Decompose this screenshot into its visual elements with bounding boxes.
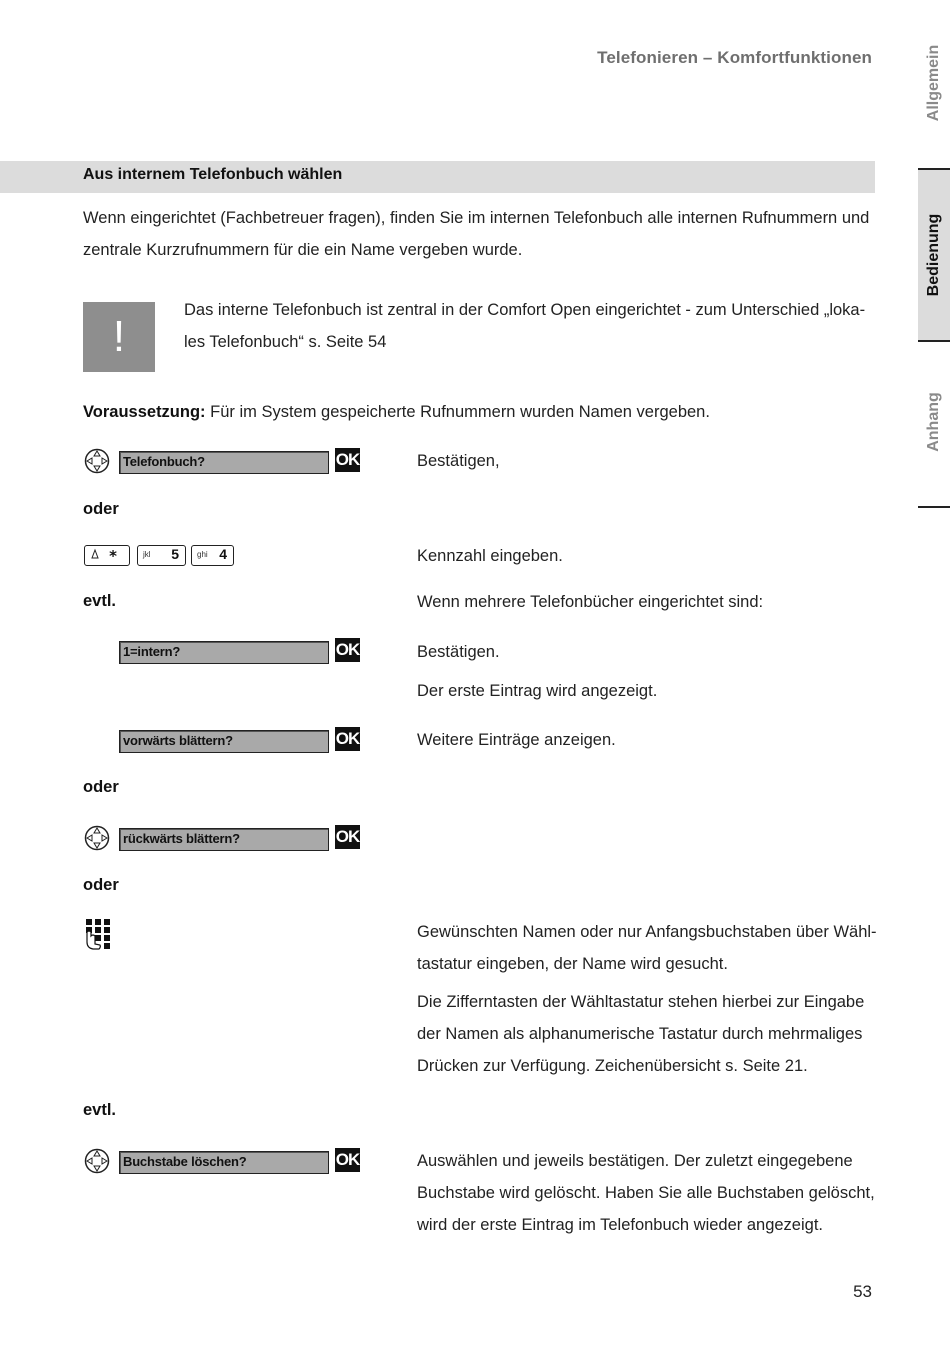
step-description: Kennzahl eingeben. <box>417 547 563 565</box>
step-description: Auswählen und jeweils bestätigen. Der zuletzt eingegebene Buchstabe wird gelöscht. Haben Sie alle Buchstaben gelöscht, wird der erste Eintrag im Telefonbuch wieder angezeigt. <box>417 1152 875 1234</box>
intro-paragraph: Wenn eingerichtet (Fachbetreuer fragen), finden Sie im internen Telefonbuch alle internen Rufnummern und zentrale Kurzrufnummern für die ein Name vergeben wurde. <box>83 209 870 259</box>
section-title: Aus internem Telefonbuch wählen <box>83 166 343 183</box>
display-text: Telefonbuch? <box>123 454 205 469</box>
display-vorwaerts <box>119 730 329 753</box>
key-4[interactable] <box>191 545 234 566</box>
keyword-evtl: evtl. <box>83 592 117 610</box>
keyword-oder: oder <box>83 876 119 894</box>
step-description: Die Zifferntasten der Wähltastatur stehen hierbei zur Eingabe der Namen als alphanumerische Tastatur durch mehrmaliges Drücken zur Verfügung. Zeichenübersicht s. Seite 21. <box>417 993 865 1075</box>
keyword-evtl: evtl. <box>83 1101 117 1119</box>
key-5-letters: jkl <box>143 550 151 559</box>
ok-button[interactable]: OK <box>335 448 360 472</box>
display-intern <box>119 641 329 664</box>
key-5-digit: 5 <box>171 546 179 562</box>
navigation-key-icon <box>84 448 110 474</box>
side-tab-anhang[interactable] <box>918 338 950 508</box>
keyword-oder: oder <box>83 778 119 796</box>
display-text: 1=intern? <box>123 644 181 659</box>
step-description: Gewünschten Namen oder nur Anfangsbuchstaben über Wähltastatur eingeben, der Name wird gesucht. <box>417 923 877 973</box>
display-buchstabe-loeschen <box>119 1151 329 1174</box>
keypad-icon <box>84 918 114 952</box>
step-description: Bestätigen. <box>417 643 500 661</box>
page-header-title: Telefonieren – Komfortfunktionen <box>597 48 872 67</box>
section-heading-bar <box>0 161 875 193</box>
ok-button[interactable]: OK <box>335 825 360 849</box>
display-text: Buchstabe löschen? <box>123 1154 247 1169</box>
bell-star-icon <box>85 546 129 565</box>
key-5[interactable] <box>137 545 186 566</box>
side-tab-allgemein-label: Allgemein <box>925 44 942 122</box>
step-description: Wenn mehrere Telefonbücher eingerichtet sind: <box>417 593 764 611</box>
side-tab-bedienung[interactable] <box>918 168 950 342</box>
svg-text:*: * <box>109 547 117 565</box>
key-4-digit: 4 <box>219 546 227 562</box>
prerequisite-label: Voraussetzung: <box>83 403 206 421</box>
side-tab-bedienung-label: Bedienung <box>925 213 942 297</box>
display-text: rückwärts blättern? <box>123 831 240 846</box>
display-text: vorwärts blättern? <box>123 733 233 748</box>
ok-button[interactable]: OK <box>335 727 360 751</box>
keyword-oder: oder <box>83 500 119 518</box>
warning-icon: ! <box>83 302 155 372</box>
side-tab-anhang-label: Anhang <box>925 392 942 452</box>
step-description: Bestätigen, <box>417 452 500 470</box>
step-description: Weitere Einträge anzeigen. <box>417 731 616 749</box>
navigation-key-icon <box>84 1148 110 1174</box>
prerequisite <box>83 396 883 428</box>
key-4-letters: ghi <box>197 550 208 559</box>
display-rueckwaerts <box>119 828 329 851</box>
warning-text: Das interne Telefonbuch ist zentral in der Comfort Open eingerichtet - zum Unterschied „lokales Telefonbuch“ s. Seite 54 <box>184 301 866 351</box>
page-number: 53 <box>853 1282 872 1301</box>
step-description: Der erste Eintrag wird angezeigt. <box>417 682 658 700</box>
ok-button[interactable]: OK <box>335 638 360 662</box>
star-key[interactable] <box>84 545 130 566</box>
display-telefonbuch <box>119 451 329 474</box>
ok-button[interactable]: OK <box>335 1148 360 1172</box>
prerequisite-text: Für im System gespeicherte Rufnummern wurden Namen vergeben. <box>205 403 710 421</box>
navigation-key-icon <box>84 825 110 851</box>
side-tab-allgemein[interactable] <box>918 28 950 138</box>
